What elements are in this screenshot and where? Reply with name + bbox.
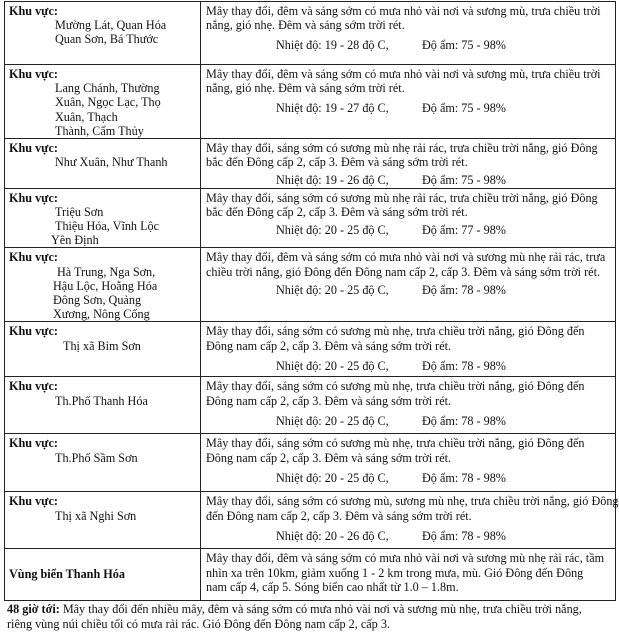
area-name: Th.Phố Thanh Hóa: [55, 393, 148, 408]
stats-line: [206, 471, 612, 485]
area-label: Khu vực:: [9, 4, 58, 18]
area-label: Khu vực:: [9, 494, 58, 509]
area-name: Hậu Lộc, Hoằng Hóa: [53, 278, 158, 293]
description-line: Mây thay đổi, sáng sớm có sương mù nhẹ, trưa chiều trời nắng, gió Đông đến: [206, 324, 585, 339]
forecast-row: [5, 377, 616, 434]
sea-row: [5, 549, 616, 601]
area-cell: [5, 377, 201, 434]
area-names: [9, 394, 197, 408]
temperature-range: Nhiệt độ: 20 - 25 độ C,: [276, 358, 389, 373]
area-label: Khu vực:: [9, 436, 58, 451]
area-name: Th.Phố Sầm Sơn: [55, 450, 138, 465]
humidity-range: Độ ẩm: 78 - 98%: [422, 282, 506, 297]
temperature-range: Nhiệt độ: 19 - 28 độ C,: [276, 38, 389, 53]
description-line: đến Đông nam cấp 2, cấp 3. Đêm và sáng sớm trời rét.: [206, 508, 472, 523]
description-line: bắc đến Đông cấp 2, cấp 3. Đêm và sáng sớm trời rét.: [206, 204, 468, 219]
description-cell: [201, 377, 616, 434]
forecast-48h-line-2: riêng vùng núi chiều tối có mưa rải rác. Gió Đông đến Đông nam cấp 2, cấp 3.: [7, 617, 390, 631]
description-cell: [201, 434, 616, 492]
area-names: [9, 451, 197, 465]
area-cell: [5, 322, 201, 377]
sea-description-line: nhìn xa trên 10km, giảm xuống 1 - 2 km trong mưa, mù. Gió Đông đến Đông: [206, 565, 584, 580]
area-cell: [5, 65, 201, 139]
area-cell: [5, 248, 201, 322]
forecast-48h: [7, 602, 613, 632]
sea-description-cell: [201, 549, 616, 601]
area-name: Yên Định: [51, 233, 99, 248]
area-label: Khu vực:: [9, 67, 58, 81]
area-name: Thiệu Hóa, Vĩnh Lộc: [55, 219, 160, 234]
temperature-range: Nhiệt độ: 19 - 27 độ C,: [276, 101, 389, 116]
description-cell: [201, 139, 616, 189]
area-name: Thị xã Bỉm Sơn: [63, 338, 141, 353]
sea-description-line: nam cấp 4, cấp 5. Sóng biển cao nhất từ 1.0 – 1.8m.: [206, 579, 459, 594]
forecast-48h-line-1: [7, 602, 613, 617]
description-line: Đông nam cấp 2, cấp 3. Đêm và sáng sớm trời rét.: [206, 338, 452, 353]
description-cell: [201, 492, 619, 549]
area-names: [9, 81, 197, 138]
humidity-range: Độ ẩm: 78 - 98%: [422, 528, 506, 543]
description-line: Mây thay đổi, sáng sớm có sương mù nhẹ, trưa chiều trời nắng, gió Đông đến: [206, 436, 585, 451]
area-name: Thành, Cẩm Thủy: [55, 123, 144, 138]
area-cell: [5, 2, 201, 65]
description-line: Mây thay đổi, đêm và sáng sớm có mưa nhỏ vài nơi và sương mù, trưa chiều trời: [206, 4, 601, 18]
forecast-row: [5, 2, 616, 65]
sea-description-line: Mây thay đổi, đêm và sáng sớm có mưa nhỏ vài nơi và sương mù nhẹ rải rác, tầm: [206, 551, 605, 566]
description-line: Mây thay đổi, đêm và sáng sớm có mưa nhỏ vài nơi và sương mù nhẹ rải rác, trưa: [206, 250, 606, 265]
area-label: Khu vực:: [9, 141, 58, 156]
area-name: Xuân, Ngọc Lạc, Thọ: [55, 95, 161, 110]
area-name: Như Xuân, Như Thanh: [55, 155, 168, 170]
humidity-range: Độ ẩm: 78 - 98%: [422, 413, 506, 428]
stats-line: [206, 414, 612, 428]
forecast-row: [5, 492, 616, 549]
temperature-range: Nhiệt độ: 20 - 25 độ C,: [276, 282, 389, 297]
area-names: [9, 155, 197, 169]
area-names: [9, 18, 197, 46]
area-name: Mường Lát, Quan Hóa: [55, 18, 167, 33]
area-name: Hà Trung, Nga Sơn,: [57, 264, 156, 279]
description-line: Mây thay đổi, đêm và sáng sớm có mưa nhỏ vài nơi và sương mù, trưa chiều trời: [206, 67, 601, 81]
stats-line: [206, 529, 612, 543]
humidity-range: Độ ẩm: 75 - 98%: [422, 38, 506, 53]
humidity-range: Độ ẩm: 77 - 98%: [422, 223, 506, 238]
description-line: Mây thay đổi, sáng sớm có sương mù nhẹ, trưa chiều trời nắng, gió Đông đến: [206, 379, 585, 394]
area-cell: [5, 139, 201, 189]
temperature-range: Nhiệt độ: 20 - 25 độ C,: [276, 470, 389, 485]
forecast-row: [5, 139, 616, 189]
area-label: Khu vực:: [9, 324, 58, 339]
forecast-table: [4, 1, 619, 601]
forecast-48h-text-1: Mây thay đổi đến nhiều mây, đêm và sáng sớm có mưa nhỏ vài nơi và sương mù nhẹ, trưa chiều trời nắng,: [59, 602, 582, 616]
temperature-range: Nhiệt độ: 20 - 26 độ C,: [276, 528, 389, 543]
description-cell: [201, 65, 616, 139]
area-names: [9, 509, 197, 523]
forecast-row: [5, 248, 616, 322]
description-line: Mây thay đổi, sáng sớm có sương mù, sương mù nhẹ, trưa chiều trời nắng, gió Đông: [206, 494, 619, 509]
area-cell: [5, 188, 201, 248]
forecast-row: [5, 322, 616, 377]
description-cell: [201, 248, 616, 322]
area-label: Khu vực:: [9, 250, 58, 265]
description-line: Mây thay đổi, sáng sớm có sương mù nhẹ rải rác, trưa chiều trời nắng, gió Đông: [206, 141, 598, 156]
stats-line: [206, 173, 612, 187]
area-name: Đông Sơn, Quảng: [53, 293, 142, 308]
stats-line: [206, 223, 612, 237]
forecast-row: [5, 434, 616, 492]
sea-area-name: Vùng biển Thanh Hóa: [9, 567, 125, 582]
area-names: [9, 339, 197, 353]
stats-line: [206, 101, 612, 115]
description-line: Đông nam cấp 2, cấp 3. Đêm và sáng sớm trời rét.: [206, 393, 452, 408]
description-line: nắng, gió nhẹ. Đêm và sáng sớm trời rét.: [206, 18, 405, 33]
area-cell: [5, 434, 201, 492]
area-name: Lang Chánh, Thường: [55, 81, 160, 96]
forecast-row: [5, 65, 616, 139]
stats-line: [206, 283, 612, 297]
forecast-row: [5, 188, 616, 248]
temperature-range: Nhiệt độ: 20 - 25 độ C,: [276, 413, 389, 428]
area-label: Khu vực:: [9, 379, 58, 394]
description-line: chiều trời nắng, gió Đông đến Đông nam cấp 2, cấp 3. Đêm và sáng sớm trời rét.: [206, 264, 601, 279]
description-cell: [201, 188, 616, 248]
area-label: Khu vực:: [9, 190, 58, 205]
forecast-48h-label: 48 giờ tới:: [7, 602, 60, 616]
sea-area-cell: [5, 549, 201, 601]
stats-line: [206, 359, 612, 373]
description-line: nắng, gió nhẹ. Đêm và sáng sớm trời rét.: [206, 81, 405, 96]
area-name: Xương, Nông Cống: [53, 307, 150, 322]
humidity-range: Độ ẩm: 75 - 98%: [422, 101, 506, 116]
area-name: Triệu Sơn: [55, 204, 104, 219]
area-names: [9, 265, 197, 322]
area-name: Thị xã Nghi Sơn: [55, 508, 137, 523]
humidity-range: Độ ẩm: 78 - 98%: [422, 358, 506, 373]
description-line: Mây thay đổi, sáng sớm có sương mù nhẹ rải rác, trưa chiều trời nắng, gió Đông: [206, 190, 598, 205]
temperature-range: Nhiệt độ: 19 - 26 độ C,: [276, 173, 389, 188]
description-line: bắc đến Đông cấp 2, cấp 3. Đêm và sáng sớm trời rét.: [206, 155, 468, 170]
humidity-range: Độ ẩm: 78 - 98%: [422, 470, 506, 485]
description-cell: [201, 322, 616, 377]
description-cell: [201, 2, 616, 65]
stats-line: [206, 38, 612, 52]
area-cell: [5, 492, 201, 549]
humidity-range: Độ ẩm: 75 - 98%: [422, 173, 506, 188]
area-names: [9, 205, 197, 248]
temperature-range: Nhiệt độ: 20 - 25 độ C,: [276, 223, 389, 238]
area-name: Xuân, Thạch: [55, 109, 118, 124]
description-line: Đông nam cấp 2, cấp 3. Đêm và sáng sớm trời rét.: [206, 450, 452, 465]
area-name: Quan Sơn, Bá Thước: [55, 32, 159, 47]
